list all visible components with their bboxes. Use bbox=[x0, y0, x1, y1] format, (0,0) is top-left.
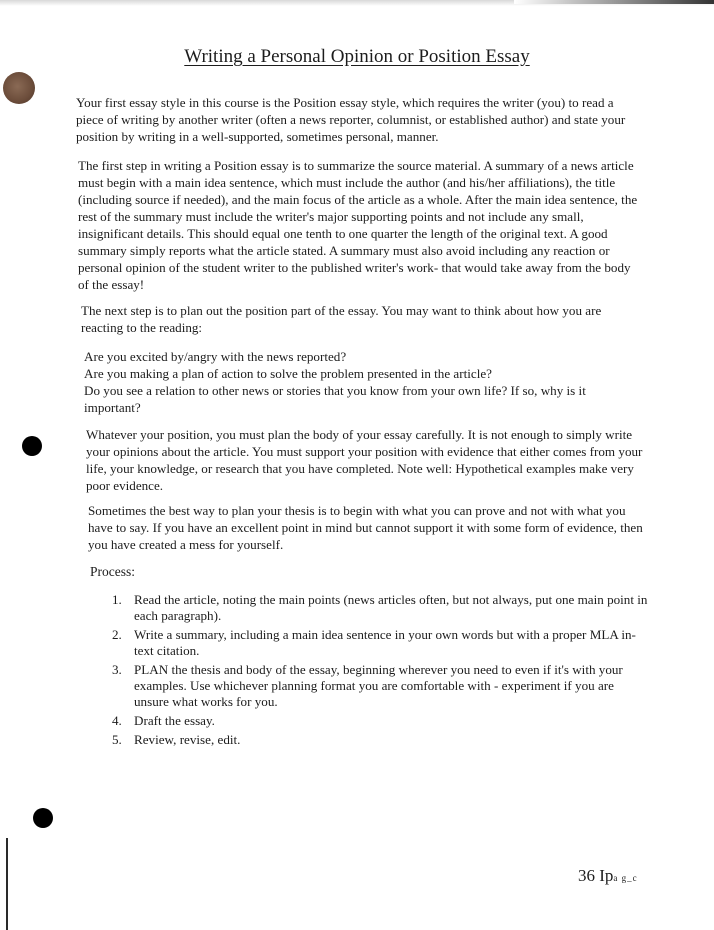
step-text: Write a summary, including a main idea sentence in your own words but with a proper MLA in-text citation. bbox=[134, 627, 636, 658]
question-item: Are you excited by/angry with the news reported? bbox=[84, 349, 347, 364]
process-heading: Process: bbox=[90, 564, 135, 579]
step-text: Read the article, noting the main points (news articles often, but not always, put one main point in each paragraph). bbox=[134, 592, 648, 623]
step-number: 2. bbox=[112, 627, 122, 642]
body-plan-paragraph: Whatever your position, you must plan the body of your essay carefully. It is not enough to simply write your opinions about the article. You must support your position with evidence that either comes from your life, your knowledge, or research that you have completed. Note well: Hypothetical examples make very poor evidence. bbox=[86, 427, 643, 493]
question-item: Are you making a plan of action to solve the problem presented in the article? bbox=[84, 366, 492, 381]
punch-hole-bottom bbox=[33, 808, 53, 828]
step-text: PLAN the thesis and body of the essay, beginning wherever you need to even if it's with your examples. Use whichever planning format you are comfortable with - experiment if you are unsure what works for you. bbox=[134, 662, 623, 709]
document-title: Writing a Personal Opinion or Position Essay bbox=[184, 46, 530, 67]
scan-top-shadow bbox=[514, 0, 714, 4]
punch-hole-middle bbox=[22, 436, 42, 456]
question-item: Do you see a relation to other news or stories that you know from your own life? If so, why is it important? bbox=[84, 383, 586, 415]
step-number: 3. bbox=[112, 662, 122, 677]
scan-left-edge-line bbox=[6, 838, 8, 930]
page-number bbox=[578, 866, 638, 886]
process-step bbox=[112, 662, 652, 710]
step-number: 1. bbox=[112, 592, 122, 607]
thesis-paragraph: Sometimes the best way to plan your thesis is to begin with what you can prove and not with what you have to say. If you have an excellent point in mind but cannot support it with some form of evidence, then you have created a mess for yourself. bbox=[88, 503, 643, 552]
process-steps-list bbox=[112, 592, 652, 751]
step-text: Review, revise, edit. bbox=[134, 732, 241, 747]
reflection-questions bbox=[84, 348, 644, 416]
page-number-main: 36 Ip bbox=[578, 866, 614, 885]
punch-hole-top bbox=[3, 72, 35, 104]
step-number: 4. bbox=[112, 713, 122, 728]
process-step bbox=[112, 732, 652, 748]
next-step-paragraph: The next step is to plan out the position part of the essay. You may want to think about how you are reacting to the reading: bbox=[81, 303, 602, 335]
step-number: 5. bbox=[112, 732, 122, 747]
intro-paragraph: Your first essay style in this course is the Position essay style, which requires the writer (you) to read a piece of writing by another writer (often a news reporter, columnist, or established author) and state your position by writing in a well-supported, sometimes personal, manner. bbox=[76, 95, 626, 144]
process-step bbox=[112, 627, 652, 659]
process-step bbox=[112, 592, 652, 624]
page-number-suffix: a g_c bbox=[613, 873, 638, 883]
process-step bbox=[112, 713, 652, 729]
summary-paragraph: The first step in writing a Position essay is to summarize the source material. A summary of a news article must begin with a main idea sentence, which must include the author (and his/her affiliations), the title (including source if needed), and the main focus of the article as a whole. After the main idea sentence, the rest of the summary must include the writer's major supporting points and not include any small, insignificant details. This should equal one tenth to one quarter the length of the original text. A good summary simply reports what the article stated. A summary must also avoid including any reaction or personal opinion of the student writer to the published writer's work- that would take away from the body of the essay! bbox=[78, 158, 638, 292]
step-text: Draft the essay. bbox=[134, 713, 215, 728]
